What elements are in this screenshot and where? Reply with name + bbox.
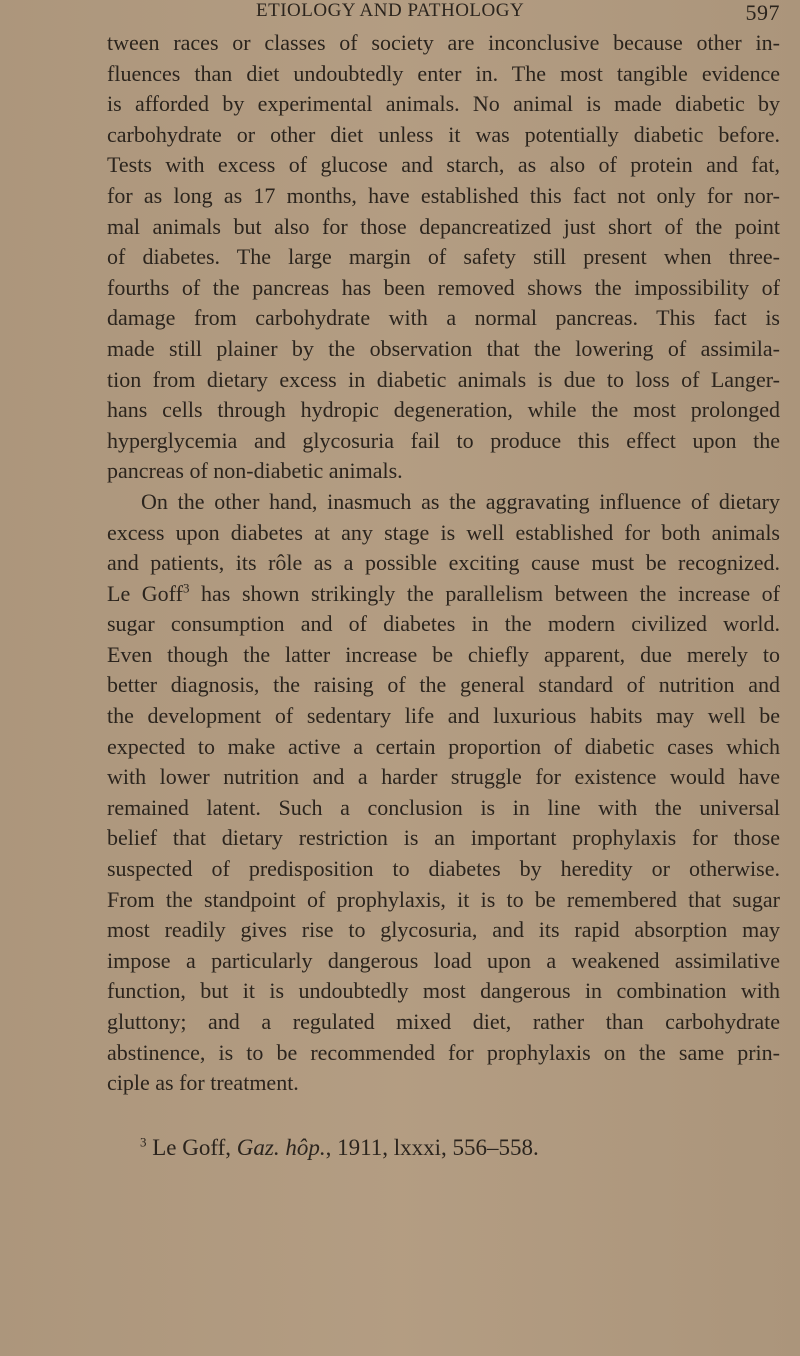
text-line: carbohydrate or other diet unless it was potentially diabetic before.	[107, 121, 780, 147]
footnote-author: Le Goff,	[152, 1135, 237, 1160]
text-line: impose a particularly dangerous load upon a weakened assimilative	[107, 947, 780, 973]
text-line: excess upon diabetes at any stage is well established for both animals	[107, 519, 780, 545]
text-line: tween races or classes of society are inconclusive because other in-	[107, 30, 780, 55]
text-line: is afforded by experimental animals. No animal is made diabetic by	[107, 91, 780, 117]
text-line: damage from carbohydrate with a normal pancreas. This fact is	[107, 305, 780, 331]
text-line: hyperglycemia and glycosuria fail to produce this effect upon the	[107, 427, 780, 453]
text-line: hans cells through hydropic degeneration, while the most prolonged	[107, 397, 780, 423]
text-line: mal animals but also for those depancreatized just short of the point	[107, 213, 780, 239]
footnote	[140, 1135, 780, 1161]
text-line: and patients, its rôle as a possible exciting cause must be recognized.	[107, 550, 780, 576]
text-line: fourths of the pancreas has been removed shows the impossibility of	[107, 274, 780, 300]
text-line: remained latent. Such a conclusion is in line with the universal	[107, 794, 780, 820]
body-text	[107, 28, 780, 1099]
citation-author: Le Goff	[107, 580, 183, 606]
text-line: pancreas of non-diabetic animals.	[107, 458, 403, 484]
text-line: abstinence, is to be recommended for prophylaxis on the same prin-	[107, 1039, 780, 1065]
footnote-marker: 3	[140, 1134, 147, 1150]
text-line: belief that dietary restriction is an important prophylaxis for those	[107, 825, 780, 851]
text-line: From the standpoint of prophylaxis, it is to be remembered that sugar	[107, 886, 780, 912]
text-line: of diabetes. The large margin of safety still present when three-	[107, 244, 780, 270]
text-line: fluences than diet undoubtedly enter in. The most tangible evidence	[107, 60, 780, 86]
text-line: for as long as 17 months, have established this fact not only for nor-	[107, 182, 780, 208]
text-line: sugar consumption and of diabetes in the modern civilized world.	[107, 611, 780, 637]
page-number: 597	[745, 0, 780, 25]
text-line: better diagnosis, the raising of the general standard of nutrition and	[107, 672, 780, 698]
text-line-rest: has shown strikingly the parallelism between the increase of	[201, 580, 780, 606]
text-line: expected to make active a certain proportion of diabetic cases which	[107, 733, 780, 759]
text-line: ciple as for treatment.	[107, 1070, 299, 1096]
text-line: Tests with excess of glucose and starch, as also of protein and fat,	[107, 152, 780, 178]
text-line: function, but it is undoubtedly most dangerous in combination with	[107, 978, 780, 1004]
chapter-title: ETIOLOGY AND PATHOLOGY	[256, 0, 525, 21]
text-line	[107, 579, 780, 610]
text-line: On the other hand, inasmuch as the aggravating influence of dietary	[141, 488, 780, 514]
text-line: most readily gives rise to glycosuria, and its rapid absorption may	[107, 917, 780, 943]
text-line: made still plainer by the observation that the lowering of assimila-	[107, 335, 780, 361]
citation-marker: 3	[182, 580, 190, 596]
text-line: with lower nutrition and a harder struggle for existence would have	[107, 764, 780, 790]
footnote-details: , 1911, lxxxi, 556–558.	[325, 1135, 539, 1160]
running-header	[256, 0, 780, 26]
text-line: the development of sedentary life and luxurious habits may well be	[107, 703, 780, 729]
footnote-journal: Gaz. hôp.	[236, 1135, 326, 1160]
text-line: Even though the latter increase be chiefly apparent, due merely to	[107, 641, 780, 667]
text-line: suspected of predisposition to diabetes by heredity or otherwise.	[107, 856, 780, 882]
text-line: tion from dietary excess in diabetic animals is due to loss of Langer-	[107, 366, 780, 392]
text-line: gluttony; and a regulated mixed diet, rather than carbohydrate	[107, 1009, 780, 1034]
